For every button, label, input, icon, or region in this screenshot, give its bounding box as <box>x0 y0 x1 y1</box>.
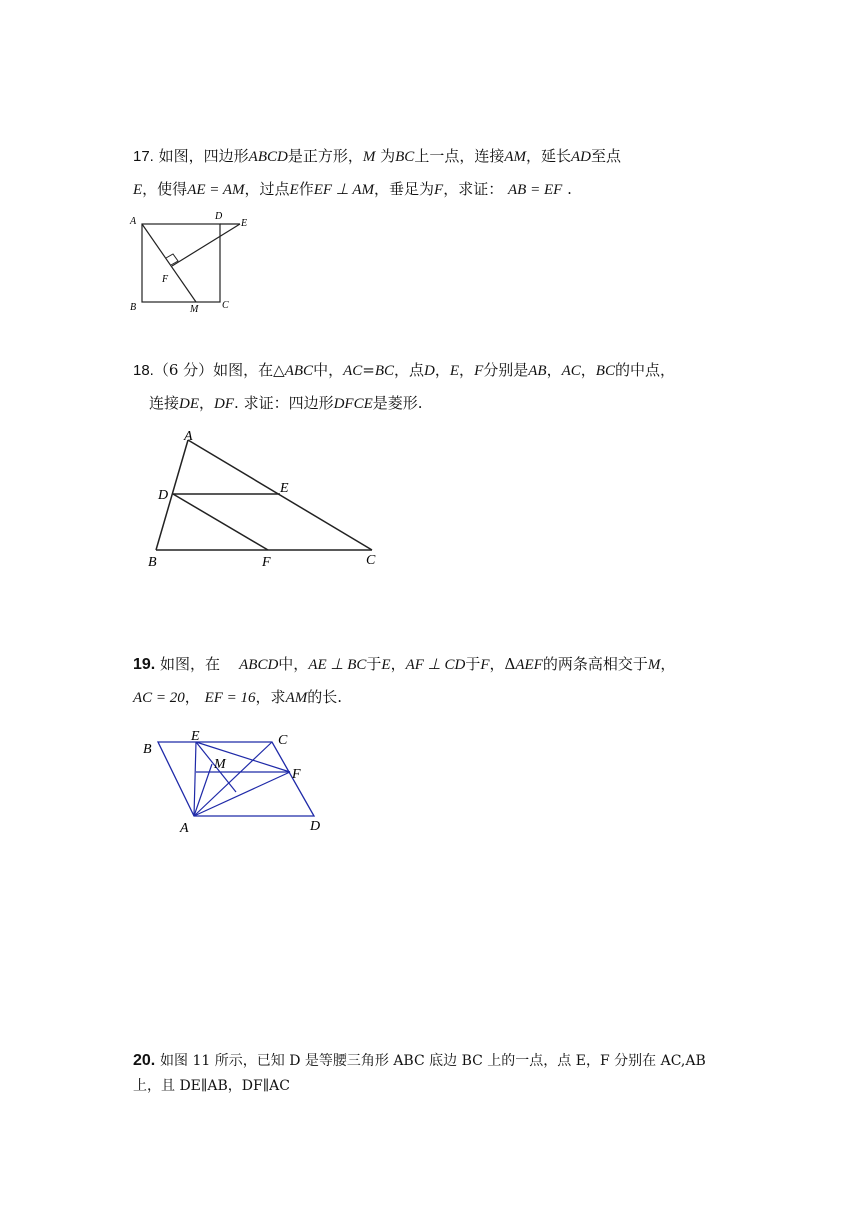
square-abcd <box>142 224 220 302</box>
question-17 <box>133 140 753 206</box>
segment-ef <box>172 224 240 266</box>
label-b: B <box>130 302 137 313</box>
question-18-line-2: 连接DE，DF. 求证：四边形DFCE是菱形. <box>149 394 423 412</box>
segment-ef <box>196 742 290 772</box>
figure-19-parallelogram <box>140 726 340 842</box>
label-f: F <box>162 274 169 285</box>
question-20-line-2: 上，且 DE∥AB，DF∥AC <box>133 1078 290 1094</box>
label-d: D <box>215 211 223 222</box>
label-c: C <box>278 733 288 748</box>
label-c: C <box>222 300 229 311</box>
question-17-line-2: E，使得AE = AM，过点E作EF ⊥ AM，垂足为F，求证： AB = EF . <box>133 180 572 198</box>
label-m: M <box>190 304 199 315</box>
label-f: F <box>292 767 301 782</box>
segment-ac <box>194 742 272 816</box>
label-f: F <box>262 555 271 570</box>
segment-df <box>173 494 268 550</box>
question-number: 20. <box>133 1052 156 1069</box>
question-20-line-1: 20. 如图 11 所示，已知 D 是等腰三角形 ABC 底边 BC 上的一点，点 E，F 分别在 AC,AB <box>133 1052 706 1069</box>
question-17-line-1: 17. 如图，四边形ABCD是正方形，M 为BC上一点，连接AM，延长AD至点 <box>133 147 622 165</box>
figure-18-triangle <box>140 424 390 572</box>
label-a: A <box>184 429 193 444</box>
question-20 <box>133 1048 753 1098</box>
question-number: 17. <box>133 148 154 165</box>
parallelogram-abcd <box>158 742 314 816</box>
label-e: E <box>280 481 289 496</box>
label-e: E <box>191 729 200 744</box>
label-m: M <box>214 757 226 772</box>
label-c: C <box>366 553 376 568</box>
question-19-line-1: 19. 如图，在 ABCD中，AE ⊥ BC于E，AF ⊥ CD于F，ΔAEF的两条高相交于M， <box>133 655 676 673</box>
question-18 <box>133 354 753 420</box>
question-19 <box>133 648 753 714</box>
label-d: D <box>158 488 169 503</box>
segment-ae <box>194 742 196 816</box>
label-b: B <box>148 555 157 570</box>
question-number: 19. <box>133 656 156 673</box>
label-a: A <box>180 821 189 836</box>
label-e: E <box>241 218 248 229</box>
figure-17-square <box>128 208 268 316</box>
question-18-line-1: 18.（6 分）如图，在△ABC中，AC=BC，点D，E，F分别是AB，AC，BC的中点， <box>133 361 675 379</box>
segment-am <box>142 224 196 302</box>
segment-af <box>194 772 290 816</box>
label-d: D <box>310 819 321 834</box>
label-b: B <box>143 742 152 757</box>
question-number: 18. <box>133 362 154 379</box>
question-19-line-2: AC = 20， EF = 16，求AM的长. <box>133 688 343 706</box>
label-a: A <box>130 216 137 227</box>
